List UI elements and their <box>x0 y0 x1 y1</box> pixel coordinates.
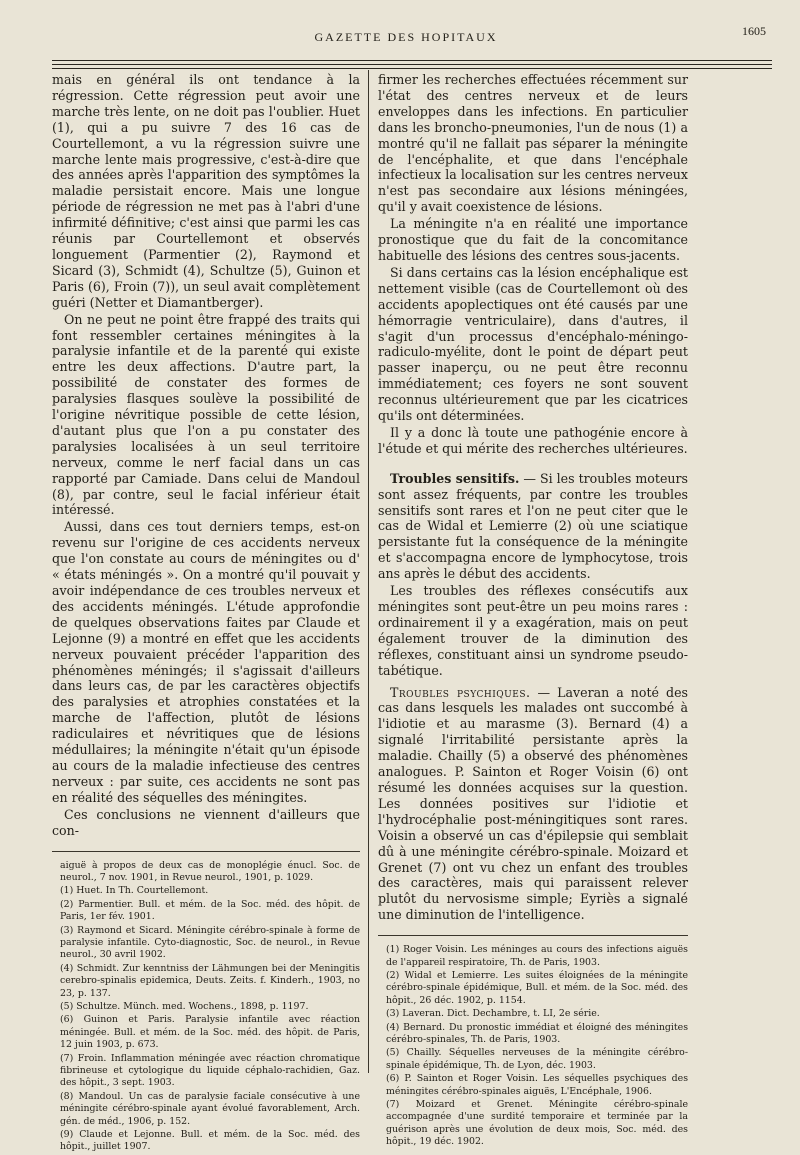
body-paragraph: Les troubles des réflexes consécutifs aux méningites sont peut-être un peu moins rares : ordinairement il y a exagération, mais on peut également trouver de la diminution des réflexes, constituant ainsi un syndrome pseudo-tabétique. <box>378 583 688 678</box>
header-rule <box>52 64 772 65</box>
header-rule <box>52 68 772 69</box>
section-text: — Laveran a noté des cas dans lesquels les malades ont succombé à l'idiotie et au marasme (3). Bernard (4) a signalé l'irritabilité persistante après la maladie. Chailly (5) a observé des phénomènes analogues. P. Sainton et Roger Voisin (6) ont résumé les données acquises sur la question. Les données positives sur l'idiotie et l'hydrocéphalie post-méningitiques sont rares. Voisin a observé un cas d'épilepsie qui semblait dû à une méningite cérébro-spinale. Moizard et Grenet (7) ont vu chez un enfant des troubles des caractères, mais qui paraissent relever plutôt du nervosisme simple; Eyriès a signalé une diminution de l'intelligence. <box>378 684 688 923</box>
footnotes-right <box>378 935 688 1149</box>
section-heading: Troubles psychiques. <box>390 684 531 700</box>
footnote: (1) Roger Voisin. Les méninges au cours des infections aiguës de l'appareil respiratoire, Th. de Paris, 1903. <box>386 944 688 968</box>
section-troubles-sensitifs <box>378 471 688 582</box>
footnote: (4) Bernard. Du pronostic immédiat et éloigné des méningites cérébro-spinales, Th. de Paris, 1903. <box>386 1021 688 1045</box>
page-header <box>32 22 780 48</box>
body-paragraph: Il y a donc là toute une pathogénie encore à l'étude et qui mérite des recherches ultérieures. <box>378 424 688 456</box>
footnote: aiguë à propos de deux cas de monoplégie énucl. Soc. de neurol., 7 nov. 1901, in Revue neurol., 1901, p. 1029. <box>60 859 360 883</box>
footnote: (6) Guinon et Paris. Paralysie infantile avec réaction méningée. Bull. et mém. de la Soc. méd. des hôpit. de Paris, 12 juin 1903, p. 673. <box>60 1014 360 1051</box>
footnote: (5) Schultze. Münch. med. Wochens., 1898, p. 1197. <box>60 1000 309 1012</box>
body-paragraph: mais en général ils ont tendance à la régression. Cette régression peut avoir une marche très lente, on ne doit pas l'oublier. Huet (1), qui a pu suivre 7 des 16 cas de Courtellemont, a vu la régression suivre une marche lente mais progressive, c'est-à-dire que des années après l'apparition des symptômes la maladie persistait encore. Mais une longue période de régression ne met pas à l'abri d'une infirmité définitive; c'est ainsi que parmi les cas réunis par Courtellemont et observés longuement (Parmentier (2), Raymond et Sicard (3), Schmidt (4), Schultze (5), Guinon et Paris (6), Froin (7)), un seul avait complètement guéri (Netter et Diamantberger). <box>52 72 360 310</box>
section-spacer <box>378 457 688 471</box>
body-paragraph: firmer les recherches effectuées récemment sur l'état des centres nerveux et de leurs enveloppes dans les infections. En particulier dans les broncho-pneumonies, l'un de nous (1) a montré qu'il ne fallait pas séparer la méningite de l'encéphalite, et que dans l'encéphale infectieux la localisation sur les centres nerveux n'est pas secondaire aux lésions méningées, qu'il y avait coexistence de lésions. <box>378 72 688 215</box>
footnote: (3) Laveran. Dict. Dechambre, t. LI, 2e série. <box>386 1008 600 1020</box>
right-column <box>378 72 688 1150</box>
body-paragraph: Aussi, dans ces tout derniers temps, est-on revenu sur l'origine de ces accidents nerveux que l'on constate au cours de méningites ou d' « états méningés ». On a montré qu'il pouvait y avoir indépendance de ces troubles nerveux et des accidents méningés. L'étude approfondie de quelques observations faites par Claude et Lejonne (9) a montré en effet que les accidents nerveux pouvaient précéder l'apparition des phénomènes méningés; il s'agissait d'ailleurs dans leurs cas, de par les caractères objectifs des paralysies et atrophies constatées et la marche de l'affection, plutôt de lésions radiculaires et névritiques que de lésions médullaires; la méningite n'était qu'un épisode au cours de la maladie infectieuse des centres nerveux : par suite, ces accidents ne sont pas en réalité des séquelles des méningites. <box>52 519 360 805</box>
footnote: (2) Parmentier. Bull. et mém. de la Soc. méd. des hôpit. de Paris, 1er fév. 1901. <box>60 898 360 923</box>
section-text: — Si les troubles moteurs sont assez fréquents, par contre les troubles sensitifs sont rares et l'on ne peut citer que le cas de Widal et Lemierre (2) où une sciatique persistante fut la conséquence de la méningite et s'accompagna encore de lymphocytose, trois ans après le début des accidents. <box>378 470 688 582</box>
running-title: GAZETTE DES HOPITAUX <box>314 30 498 44</box>
body-paragraph: La méningite n'a en réalité une importance pronostique que du fait de la concomitance habituelle des lésions des centres sous-jacents. <box>378 216 688 263</box>
footnote: (9) Claude et Lejonne. Bull. et mém. de la Soc. méd. des hôpit., juillet 1907. <box>60 1129 360 1153</box>
footnote: (5) Chailly. Séquelles nerveuses de la méningite cérébro-spinale épidémique, Th. de Lyon, déc. 1903. <box>386 1047 688 1071</box>
footnote: (6) P. Sainton et Roger Voisin. Les séquelles psychiques des méningites cérébro-spinales aiguës, L'Encéphale, 1906. <box>386 1073 688 1097</box>
footnote: (3) Raymond et Sicard. Méningite cérébro-spinale à forme de paralysie infantile. Cyto-diagnostic, Soc. de neurol., in Revue neurol., 30 avril 1902. <box>60 924 360 961</box>
page-number: 1605 <box>742 24 766 38</box>
footnote: (7) Moizard et Grenet. Méningite cérébro-spinale accompagnée d'une surdité temporaire et terminée par la guérison après une évolution de deux mois, Soc. méd. des hôpit., 19 déc. 1902. <box>386 1099 688 1148</box>
footnote: (7) Froin. Inflammation méningée avec réaction chromatique fibrineuse et cytologique du liquide céphalo-rachidien, Gaz. des hôpit., 3 sept. 1903. <box>60 1052 360 1089</box>
footnote: (1) Huet. In Th. Courtellemont. <box>60 885 209 897</box>
body-paragraph: On ne peut ne point être frappé des traits qui font ressembler certaines méningites à la paralysie infantile et de la parenté qui existe entre les deux affections. D'autre part, la possibilité de constater des formes de paralysies flasques soulève la possibilité de l'origine névritique possible de cette lésion, d'autant plus que l'on a pu constater des paralysies localisées à un seul territoire nerveux, comme le nerf facial dans un cas rapporté par Camiade. Dans celui de Mandoul (8), par contre, seul le facial inférieur était intéressé. <box>52 311 360 518</box>
body-paragraph: Ces conclusions ne viennent d'ailleurs que con- <box>52 806 360 838</box>
left-column <box>52 72 360 1155</box>
body-paragraph: Si dans certains cas la lésion encéphalique est nettement visible (cas de Courtellemont où des accidents apoplectiques ont été causés par une hémorragie ventriculaire), dans d'autres, il s'agit d'un processus d'encéphalo-méningo-radiculo-myélite, dont le point de départ peut passer inaperçu, ou ne peut être reconnu immédiatement; ces foyers ne sont souvent reconnus ultérieurement que par les cicatrices qu'ils ont déterminées. <box>378 264 688 424</box>
footnotes-left <box>52 851 360 1154</box>
section-heading: Troubles sensitifs. <box>390 470 520 486</box>
section-troubles-psychiques <box>378 685 688 924</box>
column-divider <box>368 70 369 1073</box>
footnote: (4) Schmidt. Zur kenntniss der Lähmungen bei der Meningitis cerebro-spinalis epidemica, Deuts. Zeits. f. Kinderh., 1903, no 23, p. 137. <box>60 962 360 999</box>
footnote: (8) Mandoul. Un cas de paralysie faciale consécutive à une méningite cérébro-spinale ayant évolué favorablement, Arch. gén. de méd., 1906, p. 152. <box>60 1090 360 1127</box>
header-rule <box>52 60 772 61</box>
footnote: (2) Widal et Lemierre. Les suites éloignées de la méningite cérébro-spinale épidémique, Bull. et mém. de la Soc. méd. des hôpit., 26 déc. 1902, p. 1154. <box>386 969 688 1006</box>
